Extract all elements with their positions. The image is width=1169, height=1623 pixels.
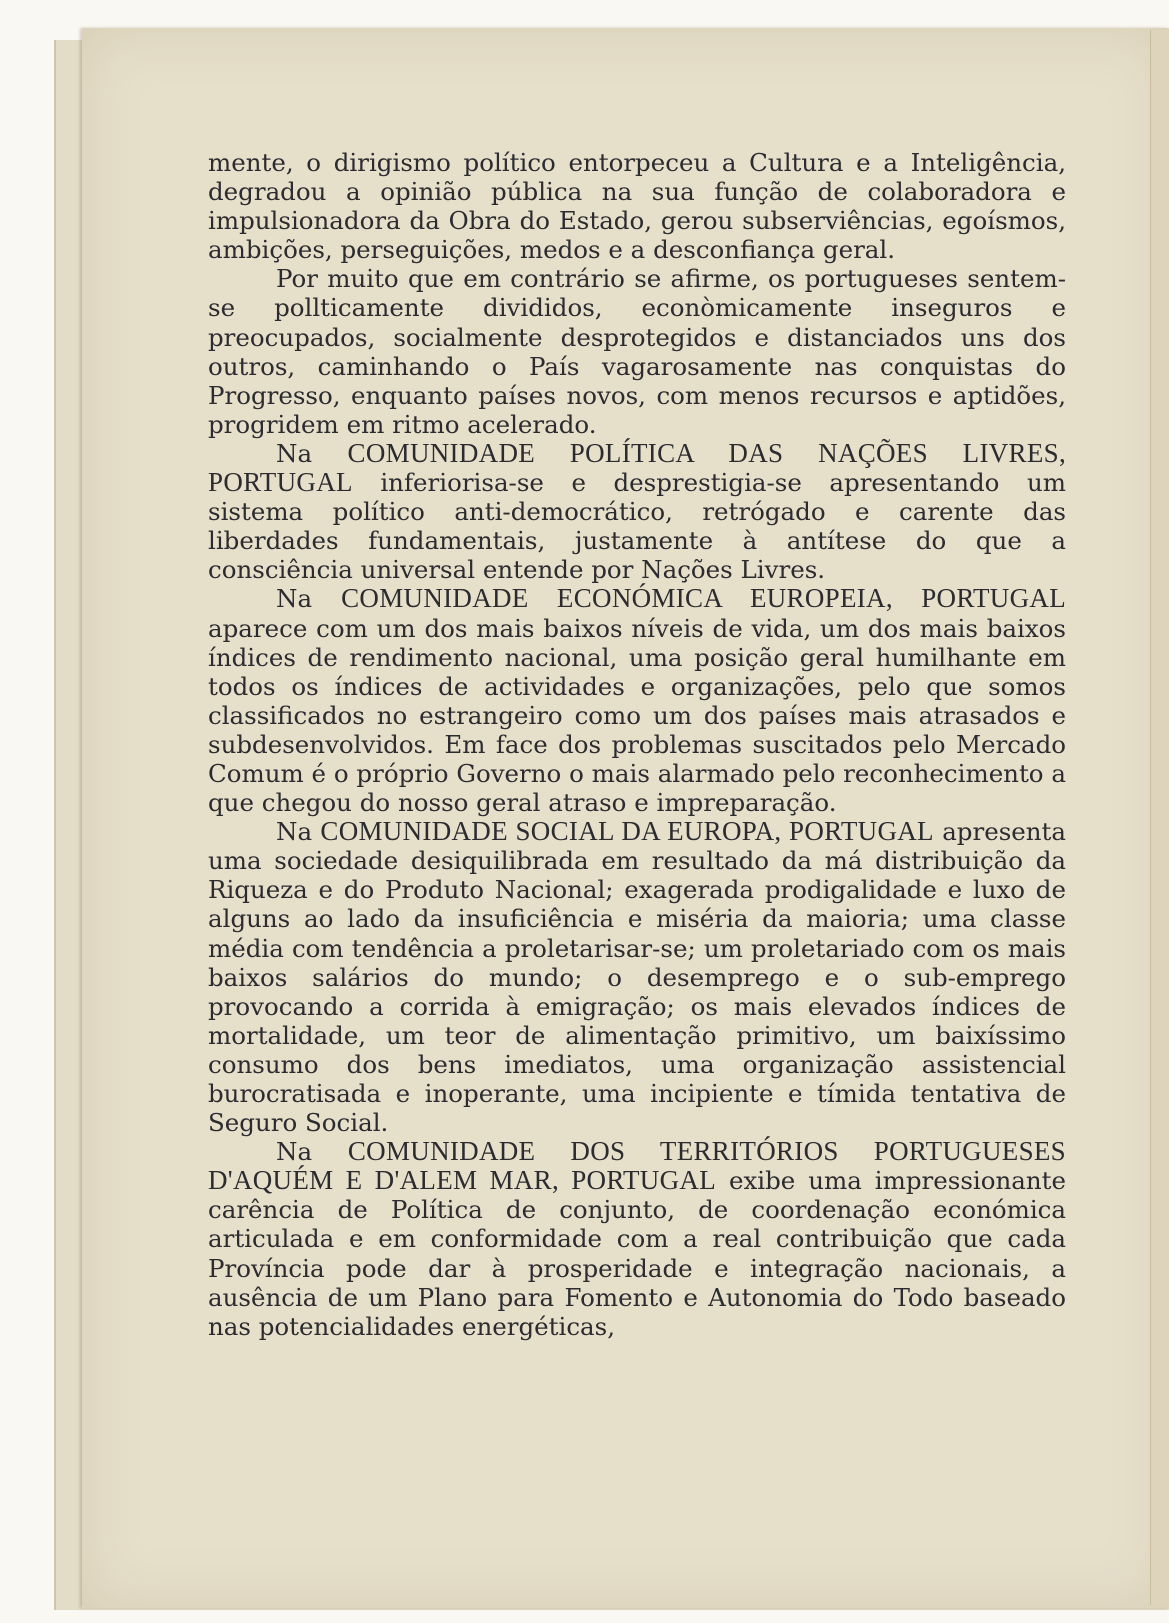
paragraph-3 [208, 439, 1066, 584]
paragraph-lead: Na [276, 817, 313, 847]
paragraph-text: apresenta uma sociedade desiquilibrada em resultado da má distribuição da Riqueza e do Produto Nacional; exagerada prodigalidade e luxo de alguns ao lado da insuficiência e miséria da maioria; uma classe média com tendência a proletarisar-se; um proletariado com os mais baixos salários do mundo; o desemprego e o sub-emprego provocando a corrida à emigração; os mais elevados índices de mortalidade, um teor de alimentação primitivo, um baixíssimo consumo dos bens imediatos, uma organização assistencial burocratisada e inoperante, uma incipiente e tímida tentativa de Seguro Social. [208, 817, 1066, 1138]
paragraph-lead: Na [276, 584, 313, 614]
paragraph-heading: COMUNIDADE SOCIAL DA EUROPA, PORTUGAL [320, 816, 934, 847]
paragraph-heading: COMUNIDADE POLÍTICA DAS NAÇÕES LIVRES, PORTUGAL [208, 437, 1067, 498]
paragraph-text: exibe uma impressionante carência de Política de conjunto, de coordenação económica articulada e em conformidade com a real contribuição que cada Província pode dar à prosperidade e integração nacionais, a ausência de um Plano para Fomento e Autonomia do Todo baseado nas potencialidades energéticas, [208, 1166, 1067, 1341]
paragraph-text: Por muito que em contrário se afirme, os portugueses sentem-se pollticamente divididos, econòmicamente inseguros e preocupados, socialmente desprotegidos e distanciados uns dos outros, caminhando o País vagarosamente nas conquistas do Progresso, enquanto países novos, com menos recursos e aptidões, progridem em ritmo acelerado. [208, 264, 1066, 439]
paragraph-1 [208, 148, 1066, 264]
paragraph-4 [208, 584, 1066, 817]
paragraph-lead: Na [276, 438, 313, 468]
paragraph-6 [208, 1137, 1066, 1341]
page-edge [1150, 30, 1169, 1605]
paragraph-text: inferiorisa-se e desprestigia-se apresentando um sistema político anti-democrático, retrógado e carente das liberdades fundamentais, justamente à antítese do que a consciência universal entende por Nações Livres. [208, 468, 1066, 585]
paragraph-heading: COMUNIDADE DOS TERRITÓRIOS PORTUGUESES D'AQUÉM E D'ALEM MAR, PORTUGAL [208, 1136, 1066, 1196]
paragraph-text: mente, o dirigismo político entorpeceu a Cultura e a Inteligência, degradou a opinião pública na sua função de colaboradora e impulsionadora da Obra do Estado, gerou subserviências, egoísmos, ambições, perseguições, medos e a desconfiança geral. [208, 148, 1066, 265]
paragraph-heading: COMUNIDADE ECONÓMICA EUROPEIA, PORTUGAL [341, 583, 1066, 614]
paragraph-text: aparece com um dos mais baixos níveis de vida, um dos mais baixos índices de rendimento nacional, uma posição geral humilhante em todos os índices de actividades e organizações, pelo que somos classificados no estrangeiro como um dos países mais atrasados e subdesenvolvidos. Em face dos problemas suscitados pelo Mercado Comum é o próprio Governo o mais alarmado pelo reconhecimento a que chegou do nosso geral atraso e impreparação. [208, 613, 1066, 818]
body-text [208, 148, 1066, 1341]
paragraph-lead: Na [276, 1137, 313, 1167]
paragraph-2 [208, 264, 1066, 439]
paragraph-5 [208, 817, 1066, 1137]
